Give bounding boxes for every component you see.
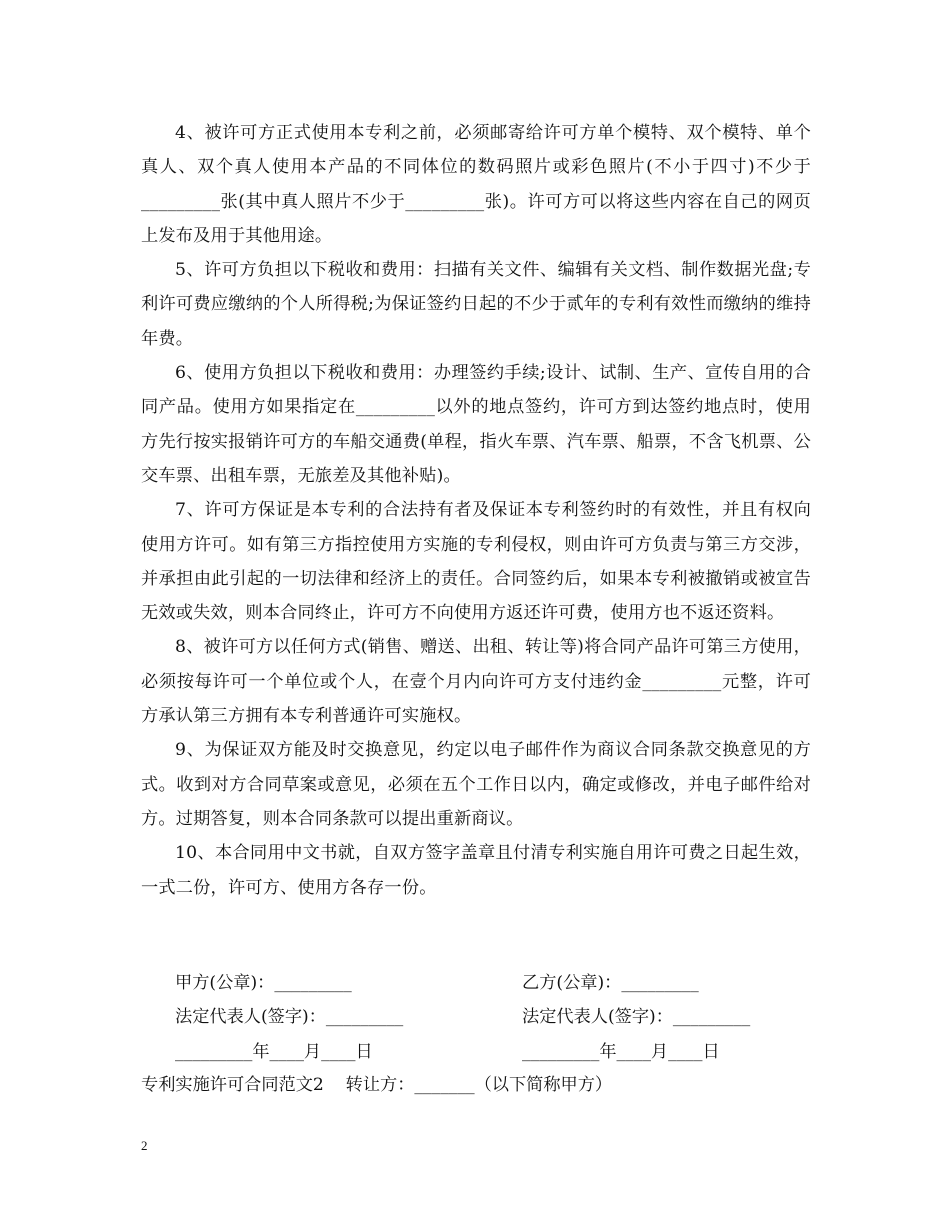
- clause-9-paragraph: 9、为保证双方能及时交换意见，约定以电子邮件作为商议合同条款交换意见的方式。收到对方合同草案或意见，必须在五个工作日以内，确定或修改，并电子邮件给对方。过期答复，则本合同条款可以提出重新商议。: [141, 740, 811, 829]
- signature-row-representative: [175, 1000, 815, 1034]
- clause-4-paragraph: 4、被许可方正式使用本专利之前，必须邮寄给许可方单个模特、双个模特、单个真人、双个真人使用本产品的不同体位的数码照片或彩色照片(不小于四寸)不少于_________张(其中真人照片不少于_________张)。许可方可以将这些内容在自己的网页上发布及用于其他用途。: [141, 123, 811, 246]
- party-b-date-line: _________年____月____日: [522, 1041, 720, 1062]
- clause-6-paragraph: 6、使用方负担以下税收和费用：办理签约手续;设计、试制、生产、宣传自用的合同产品。使用方如果指定在_________以外的地点签约，许可方到达签约地点时，使用方先行按实报销许可方的车船交通费(单程，指火车票、汽车票、船票，不含飞机票、公交车票、出租车票，无旅差及其他补贴)。: [141, 363, 811, 486]
- signature-row-seal: [175, 966, 815, 1000]
- next-contract-heading-line: 专利实施许可合同范文2 转让方：_______（以下简称甲方）: [141, 1075, 613, 1095]
- signature-block: [175, 966, 815, 1069]
- page-number: 2: [141, 1138, 148, 1153]
- party-b-representative-line: 法定代表人(签字)：_________: [522, 1007, 751, 1028]
- clause-5-paragraph: 5、许可方负担以下税收和费用：扫描有关文件、编辑有关文档、制作数据光盘;专利许可费应缴纳的个人所得税;为保证签约日起的不少于贰年的专利有效性而缴纳的维持年费。: [141, 260, 811, 349]
- signature-row-date: [175, 1035, 815, 1069]
- contract-body: [141, 116, 811, 905]
- party-b-seal-line: 乙方(公章)：_________: [522, 973, 699, 993]
- clause-10-paragraph: 10、本合同用中文书就，自双方签字盖章且付清专利实施自用许可费之日起生效，一式二份，许可方、使用方各存一份。: [141, 843, 811, 898]
- party-a-representative-line: 法定代表人(签字)：_________: [175, 1007, 404, 1028]
- party-a-date-line: _________年____月____日: [175, 1041, 373, 1062]
- clause-7-paragraph: 7、许可方保证是本专利的合法持有者及保证本专利签约时的有效性，并且有权向使用方许可。如有第三方指控使用方实施的专利侵权，则由许可方负责与第三方交涉，并承担由此引起的一切法律和经济上的责任。合同签约后，如果本专利被撤销或被宣告无效或失效，则本合同终止，许可方不向使用方返还许可费，使用方也不返还资料。: [141, 500, 811, 624]
- clause-8-paragraph: 8、被许可方以任何方式(销售、赠送、出租、转让等)将合同产品许可第三方使用，必须按每许可一个单位或个人，在壹个月内向许可方支付违约金_________元整，许可方承认第三方拥有本专利普通许可实施权。: [141, 637, 811, 727]
- party-a-seal-line: 甲方(公章)：_________: [175, 973, 352, 993]
